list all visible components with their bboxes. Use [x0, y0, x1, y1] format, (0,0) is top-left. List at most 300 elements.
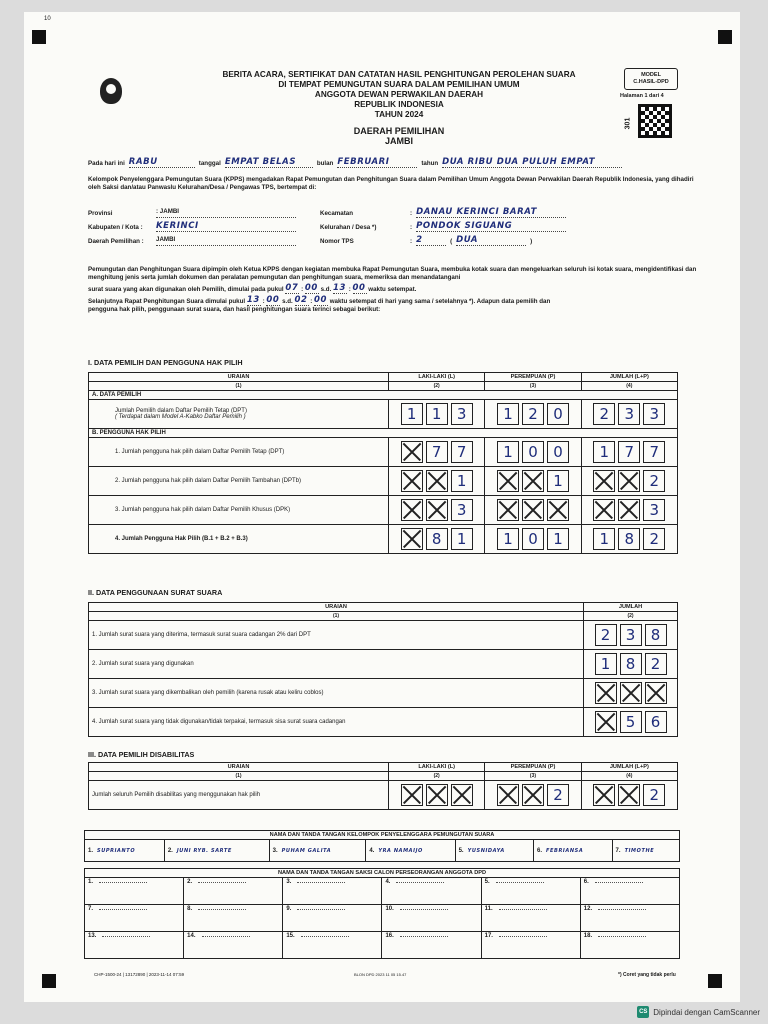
witness-cell: [481, 878, 580, 905]
signature-line: [595, 882, 643, 883]
title-line: DI TEMPAT PEMUNGUTAN SUARA DALAM PEMILIHAN UMUM: [278, 80, 520, 89]
digit-box: 1: [497, 528, 519, 550]
digit-box: 0: [522, 441, 544, 463]
section-1-title: I. DATA PEMILIH DAN PENGGUNA HAK PILIH: [88, 358, 243, 367]
struck-digit-box: [522, 784, 544, 806]
tps-word: DUA: [456, 236, 526, 246]
digit-box: 3: [451, 499, 473, 521]
struck-digit-box: [426, 470, 448, 492]
regency-label: Kabupaten / Kota :: [88, 224, 143, 231]
witness-number: 18.: [583, 933, 593, 939]
signature-line: [400, 909, 448, 910]
digit-box: 7: [426, 441, 448, 463]
date-line: [88, 158, 622, 168]
tps-number: 2: [416, 236, 446, 246]
digit-group: [488, 497, 577, 523]
digit-group: [587, 651, 674, 677]
digit-cell: [389, 438, 485, 467]
digit-box: 5: [620, 711, 642, 733]
digit-cell: [485, 496, 581, 525]
witness-number: 6.: [583, 879, 589, 885]
signature-number: 4.: [369, 847, 375, 854]
tps-label: Nomor TPS: [320, 238, 354, 245]
witness-cell: [283, 905, 382, 932]
signature-number: 3.: [272, 847, 278, 854]
witness-cell: [481, 905, 580, 932]
struck-digit-box: [618, 499, 640, 521]
kpu-logo-icon: [100, 78, 122, 104]
process-paragraph: [88, 266, 708, 314]
digit-box: 8: [620, 653, 642, 675]
struck-digit-box: [593, 784, 615, 806]
digit-box: 8: [618, 528, 640, 550]
digit-group: [488, 439, 577, 465]
witness-number: 14.: [187, 933, 196, 939]
digit-box: 2: [522, 403, 544, 425]
signature-number: 1.: [88, 847, 94, 854]
struck-digit-box: [497, 784, 519, 806]
witness-number: 12.: [583, 906, 593, 912]
digit-box: 3: [620, 624, 642, 646]
digit-cell: [581, 467, 677, 496]
witness-cell: [580, 932, 679, 959]
digit-group: [585, 439, 674, 465]
witness-number: 2.: [187, 879, 193, 885]
signature-line: [297, 882, 345, 883]
col-header: URAIAN: [89, 373, 389, 382]
subsection-b-title: B. PENGGUNA HAK PILIH: [89, 429, 678, 438]
kpps-signature: SUPRIANTO: [97, 847, 136, 854]
witness-row: [85, 878, 680, 905]
title-line: ANGGOTA DEWAN PERWAKILAN DAERAH: [314, 90, 484, 99]
digit-box: 3: [618, 403, 640, 425]
struck-digit-box: [618, 470, 640, 492]
col-number: (2): [584, 612, 678, 621]
digit-cell: [584, 679, 678, 708]
district-value: DANAU KERINCI BARAT: [416, 208, 566, 218]
digit-box: 1: [497, 403, 519, 425]
district-row: Kecamatan : DANAU KERINCI BARAT: [320, 208, 566, 218]
kpps-signature-cell: [534, 840, 613, 862]
digit-group: [392, 468, 481, 494]
witness-number: 13.: [88, 933, 97, 939]
digit-box: 2: [643, 470, 665, 492]
witness-cell: [580, 905, 679, 932]
time-value: 13: [246, 295, 260, 305]
corner-mark: [32, 30, 46, 44]
digit-box: 0: [547, 403, 569, 425]
signature-number: 2.: [167, 847, 173, 854]
region-value: JAMBI: [384, 136, 413, 146]
col-header: JUMLAH: [584, 603, 678, 612]
footer-note: *) Coret yang tidak perlu: [618, 972, 676, 978]
witness-number: 5.: [484, 879, 490, 885]
time-value: 07: [285, 283, 299, 293]
digit-group: [392, 401, 481, 427]
province-row: [88, 208, 296, 218]
digit-group: [392, 782, 481, 808]
digit-group: [587, 709, 674, 735]
struck-digit-box: [595, 682, 617, 704]
kpps-signature-table: [84, 830, 680, 862]
row-label: 2. Jumlah surat suara yang digunakan: [89, 650, 584, 679]
struck-digit-box: [451, 784, 473, 806]
page-indicator: Halaman 1 dari 4: [620, 93, 664, 99]
time-value: 00: [266, 295, 280, 305]
process-time-line: surat suara yang akan digunakan oleh Pemilih, dimulai pada pukul 07 : 00 s.d. 13 : 00 waktu setempat.: [88, 283, 417, 293]
col-number: (2): [389, 382, 485, 391]
struck-digit-box: [426, 499, 448, 521]
col-number: (3): [485, 382, 581, 391]
witness-cell: [184, 905, 283, 932]
digit-group: [488, 401, 577, 427]
struck-digit-box: [497, 470, 519, 492]
witness-number: 3.: [286, 879, 292, 885]
dapil-label: Daerah Pemilihan :: [88, 238, 144, 245]
row-label: 4. Jumlah Pengguna Hak Pilih (B.1 + B.2 + B.3): [89, 525, 389, 554]
witness-rows: [85, 878, 680, 959]
row-label: 3. Jumlah pengguna hak pilih dalam Daftar Pemilih Khusus (DPK): [89, 496, 389, 525]
kpps-signature-cell: [366, 840, 455, 862]
kpps-signature: FEBRIANSA: [546, 847, 584, 854]
province-value: : JAMBI: [156, 208, 296, 218]
digit-cell: [389, 496, 485, 525]
digit-box: 1: [593, 528, 615, 550]
digit-box: 2: [643, 528, 665, 550]
col-number: (1): [89, 772, 389, 781]
scanner-label: Dipindai dengan CamScanner: [653, 1007, 760, 1017]
witness-cell: [184, 932, 283, 959]
col-header: LAKI-LAKI (L): [389, 373, 485, 382]
digit-group: [587, 680, 674, 706]
digit-box: 1: [595, 653, 617, 675]
digit-box: 7: [451, 441, 473, 463]
digit-box: 3: [643, 499, 665, 521]
digit-cell: [485, 400, 581, 429]
signature-line: [198, 909, 246, 910]
digit-box: 8: [426, 528, 448, 550]
time-value: 00: [304, 283, 318, 293]
kpps-signature: PUHAM GALITA: [281, 847, 332, 854]
col-header: JUMLAH (L+P): [581, 763, 677, 772]
digit-box: 8: [645, 624, 667, 646]
col-header: URAIAN: [89, 763, 389, 772]
time-value: 02: [294, 295, 308, 305]
signature-line: [99, 909, 147, 910]
table-row-label: [89, 400, 389, 429]
digit-cell: [584, 650, 678, 679]
col-number: (1): [89, 612, 584, 621]
digit-box: 2: [547, 784, 569, 806]
digit-group: [488, 468, 577, 494]
digit-group: [585, 526, 674, 552]
process-text: surat suara yang akan digunakan oleh Pemilih, dimulai pada pukul: [88, 286, 284, 293]
row-label: Jumlah seluruh Pemilih disabilitas yang menggunakan hak pilih: [89, 781, 389, 810]
camscanner-icon: CS: [637, 1006, 649, 1018]
model-label: MODEL: [641, 72, 661, 78]
month-label: bulan: [316, 160, 334, 167]
digit-cell: [485, 525, 581, 554]
title-line: TAHUN 2024: [374, 110, 424, 119]
struck-digit-box: [401, 470, 423, 492]
ballot-usage-table: [88, 602, 678, 737]
witness-cell: [382, 878, 481, 905]
process-text: s.d.: [282, 298, 293, 305]
model-code: C.HASIL-DPD: [633, 79, 669, 85]
digit-box: 0: [547, 441, 569, 463]
district-label: Kecamatan: [320, 210, 354, 217]
corner-mark: [708, 974, 722, 988]
row-label: Jumlah Pemilih dalam Daftar Pemilih Tetap (DPT): [115, 408, 247, 414]
witness-number: 11.: [484, 906, 493, 912]
kpps-title: NAMA DAN TANDA TANGAN KELOMPOK PENYELENGGARA PEMUNGUTAN SUARA: [85, 831, 680, 840]
signature-line: [301, 936, 349, 937]
witness-cell: [283, 878, 382, 905]
dapil-row: [88, 236, 296, 246]
col-number: (2): [389, 772, 485, 781]
digit-cell: [389, 525, 485, 554]
intro-paragraph: Kelompok Penyelenggara Pemungutan Suara (KPPS) mengadakan Rapat Pemungutan dan Penghitungan Suara dalam Pemilihan Umum Anggota Dewan Perwakilan Daerah Republik Indonesia, yang dihadiri oleh Saksi dan/atau Panwaslu Kelurahan/Desa / Pengawas TPS, bertempat di:: [88, 176, 694, 191]
digit-cell: [581, 496, 677, 525]
signature-line: [396, 882, 444, 883]
struck-digit-box: [593, 499, 615, 521]
process-line: Pemungutan dan Penghitungan Suara dipimpin oleh Ketua KPPS dengan kegiatan membuka Rapat Pemungutan Suara, membuka kotak suara dan mengeluarkan seluruh isi kotak suara, mengidentifikasi dan menghitung jenis serta jumlah dokumen dan peralatan pemungutan dan penghitungan suara, memeriksa dan menandatangani: [88, 266, 697, 281]
struck-digit-box: [401, 528, 423, 550]
row-label: 1. Jumlah surat suara yang diterima, termasuk surat suara cadangan 2% dari DPT: [89, 621, 584, 650]
signature-number: 5.: [458, 847, 464, 854]
signature-line: [99, 882, 147, 883]
corner-mark: [718, 30, 732, 44]
struck-digit-box: [426, 784, 448, 806]
struck-digit-box: [595, 711, 617, 733]
digit-box: 1: [426, 403, 448, 425]
row-sublabel: ( Terdapat dalam Model A-Kabko Daftar Pemilih ): [115, 414, 246, 420]
digit-box: 1: [451, 470, 473, 492]
witness-cell: [184, 878, 283, 905]
digit-cell: [389, 467, 485, 496]
qr-code-icon: [638, 104, 672, 138]
form-title: [174, 70, 624, 146]
witness-cell: [382, 905, 481, 932]
witness-cell: [382, 932, 481, 959]
col-number: (4): [581, 382, 677, 391]
struck-digit-box: [522, 499, 544, 521]
regency-row: [88, 222, 296, 232]
witness-number: 15.: [286, 933, 295, 939]
digit-box: 0: [522, 528, 544, 550]
village-label: Kelurahan / Desa *): [320, 224, 377, 231]
signature-number: 6.: [537, 847, 543, 854]
model-box: [624, 68, 678, 90]
camscanner-watermark: [637, 1006, 760, 1018]
day-label: Pada hari ini: [88, 160, 125, 167]
digit-box: 1: [547, 470, 569, 492]
digit-box: 7: [643, 441, 665, 463]
witness-cell: [85, 878, 184, 905]
witness-cell: [580, 878, 679, 905]
digit-cell: [389, 400, 485, 429]
struck-digit-box: [522, 470, 544, 492]
witness-cell: [481, 932, 580, 959]
signature-line: [198, 882, 246, 883]
witness-number: 17.: [484, 933, 493, 939]
footer-code: CHP-1500-24 | 13172890 | 2023-11-14 07:59: [94, 972, 185, 977]
page-mark: 10: [44, 16, 51, 22]
digit-cell: [485, 467, 581, 496]
witness-number: 16.: [385, 933, 394, 939]
witness-number: 4.: [385, 879, 391, 885]
witness-number: 9.: [286, 906, 292, 912]
digit-box: 2: [593, 403, 615, 425]
date-label: tanggal: [198, 160, 221, 167]
year-label: tahun: [421, 160, 439, 167]
col-number: (1): [89, 382, 389, 391]
witness-row: [85, 932, 680, 959]
regency-value: KERINCI: [156, 222, 296, 232]
signature-line: [102, 936, 150, 937]
witness-signature-table: [84, 868, 680, 959]
kpps-signature: YRA NAMAIJO: [378, 847, 423, 854]
signature-line: [499, 936, 547, 937]
witness-cell: [85, 905, 184, 932]
digit-cell: [584, 621, 678, 650]
voter-data-table: [88, 372, 678, 554]
col-number: (4): [581, 772, 677, 781]
col-header: PEREMPUAN (P): [485, 763, 581, 772]
digit-cell: [581, 438, 677, 467]
signature-line: [499, 909, 547, 910]
disability-table: [88, 762, 678, 810]
struck-digit-box: [401, 499, 423, 521]
witness-number: 8.: [187, 906, 193, 912]
witness-cell: [85, 932, 184, 959]
digit-cell: [581, 781, 677, 810]
village-value: PONDOK SIGUANG: [416, 222, 566, 232]
time-value: 13: [333, 283, 347, 293]
process-text: Selanjutnya Rapat Penghitungan Suara dimulai pukul: [88, 298, 246, 305]
time-value: 00: [352, 283, 366, 293]
digit-group: [585, 782, 674, 808]
digit-cell: [581, 525, 677, 554]
digit-group: [392, 439, 481, 465]
kpps-signature-row: [85, 840, 680, 862]
digit-group: [392, 526, 481, 552]
kpps-signature-cell: [455, 840, 533, 862]
village-row: Kelurahan / Desa *) : PONDOK SIGUANG: [320, 222, 566, 232]
process-text: waktu setempat.: [368, 286, 417, 293]
witness-cell: [283, 932, 382, 959]
digit-group: [587, 622, 674, 648]
digit-cell: [581, 400, 677, 429]
section-2-title: II. DATA PENGGUNAAN SURAT SUARA: [88, 588, 223, 597]
col-header: PEREMPUAN (P): [485, 373, 581, 382]
digit-box: 3: [451, 403, 473, 425]
digit-box: 2: [643, 784, 665, 806]
digit-group: [488, 526, 577, 552]
kpps-signature: YUSNIDAYA: [467, 847, 505, 854]
digit-box: 1: [451, 528, 473, 550]
digit-box: 7: [618, 441, 640, 463]
process-line: pengguna hak pilih, penggunaan surat suara, dan hasil penghitungan suara terinci sebagai berikut:: [88, 306, 381, 313]
date-value: EMPAT BELAS: [225, 158, 313, 168]
witness-row: [85, 905, 680, 932]
struck-digit-box: [401, 784, 423, 806]
signature-line: [202, 936, 250, 937]
digit-cell: [485, 438, 581, 467]
signature-line: [598, 909, 646, 910]
kpps-signature: JUNI RYB. SARTE: [176, 847, 232, 854]
struck-digit-box: [497, 499, 519, 521]
title-line: BERITA ACARA, SERTIFIKAT DAN CATATAN HASIL PENGHITUNGAN PEROLEHAN SUARA: [222, 70, 576, 79]
region-label: DAERAH PEMILIHAN: [353, 126, 445, 136]
signature-line: [400, 936, 448, 937]
struck-digit-box: [620, 682, 642, 704]
corner-mark: [42, 974, 56, 988]
struck-digit-box: [593, 470, 615, 492]
signature-line: [297, 909, 345, 910]
kpps-signature-cell: [85, 840, 165, 862]
row-label: 3. Jumlah surat suara yang dikembalikan oleh pemilih (karena rusak atau keliru coblos): [89, 679, 584, 708]
signature-line: [598, 936, 646, 937]
qr-number: 301: [624, 117, 632, 130]
witness-title: NAMA DAN TANDA TANGAN SAKSI CALON PERSEORANGAN ANGGOTA DPD: [85, 869, 680, 878]
process-text: s.d.: [320, 286, 332, 293]
time-value: 00: [314, 295, 328, 305]
kpps-signature-cell: [164, 840, 269, 862]
struck-digit-box: [645, 682, 667, 704]
witness-number: 1.: [88, 879, 94, 885]
province-label: Provinsi: [88, 210, 113, 217]
year-value: DUA RIBU DUA PULUH EMPAT: [442, 158, 622, 168]
col-number: (3): [485, 772, 581, 781]
row-label: 4. Jumlah surat suara yang tidak digunakan/tidak terpakai, termasuk sisa surat suara cadangan: [89, 708, 584, 737]
col-header: JUMLAH (L+P): [581, 373, 677, 382]
signature-line: [496, 882, 544, 883]
witness-number: 7.: [88, 906, 94, 912]
footer-stamp: BLON DPD 2023 11 05 15.47: [354, 972, 407, 977]
dapil-value: JAMBI: [156, 236, 296, 246]
signature-number: 7.: [615, 847, 621, 854]
row-label: 1. Jumlah pengguna hak pilih dalam Daftar Pemilih Tetap (DPT): [89, 438, 389, 467]
process-text: waktu setempat di hari yang sama / setelahnya *). Adapun data pemilih dan: [329, 298, 551, 305]
col-header: URAIAN: [89, 603, 584, 612]
digit-cell: [485, 781, 581, 810]
digit-cell: [584, 708, 678, 737]
tps-row: Nomor TPS : 2 ( DUA ): [320, 235, 533, 245]
section-3-title: III. DATA PEMILIH DISABILITAS: [88, 750, 195, 759]
digit-cell: [389, 781, 485, 810]
col-header: LAKI-LAKI (L): [389, 763, 485, 772]
title-line: REPUBLIK INDONESIA: [354, 100, 444, 109]
struck-digit-box: [547, 499, 569, 521]
digit-group: [488, 782, 577, 808]
digit-group: [585, 401, 674, 427]
digit-box: 1: [497, 441, 519, 463]
digit-group: [392, 497, 481, 523]
kpps-signature: TIMOTHE: [624, 847, 655, 854]
witness-number: 10.: [385, 906, 394, 912]
month-value: FEBRUARI: [337, 158, 417, 168]
row-label: 2. Jumlah pengguna hak pilih dalam Daftar Pemilih Tambahan (DPTb): [89, 467, 389, 496]
kpps-signature-cell: [612, 840, 679, 862]
digit-box: 2: [595, 624, 617, 646]
kpps-signature-cell: [269, 840, 366, 862]
struck-digit-box: [401, 441, 423, 463]
digit-group: [585, 468, 674, 494]
digit-box: 2: [645, 653, 667, 675]
process-time-line: Selanjutnya Rapat Penghitungan Suara dimulai pukul 13 : 00 s.d. 02 : 00 waktu setempat di hari yang sama / setelahnya *). Adapun data pemilih dan: [88, 295, 551, 305]
digit-box: 3: [643, 403, 665, 425]
